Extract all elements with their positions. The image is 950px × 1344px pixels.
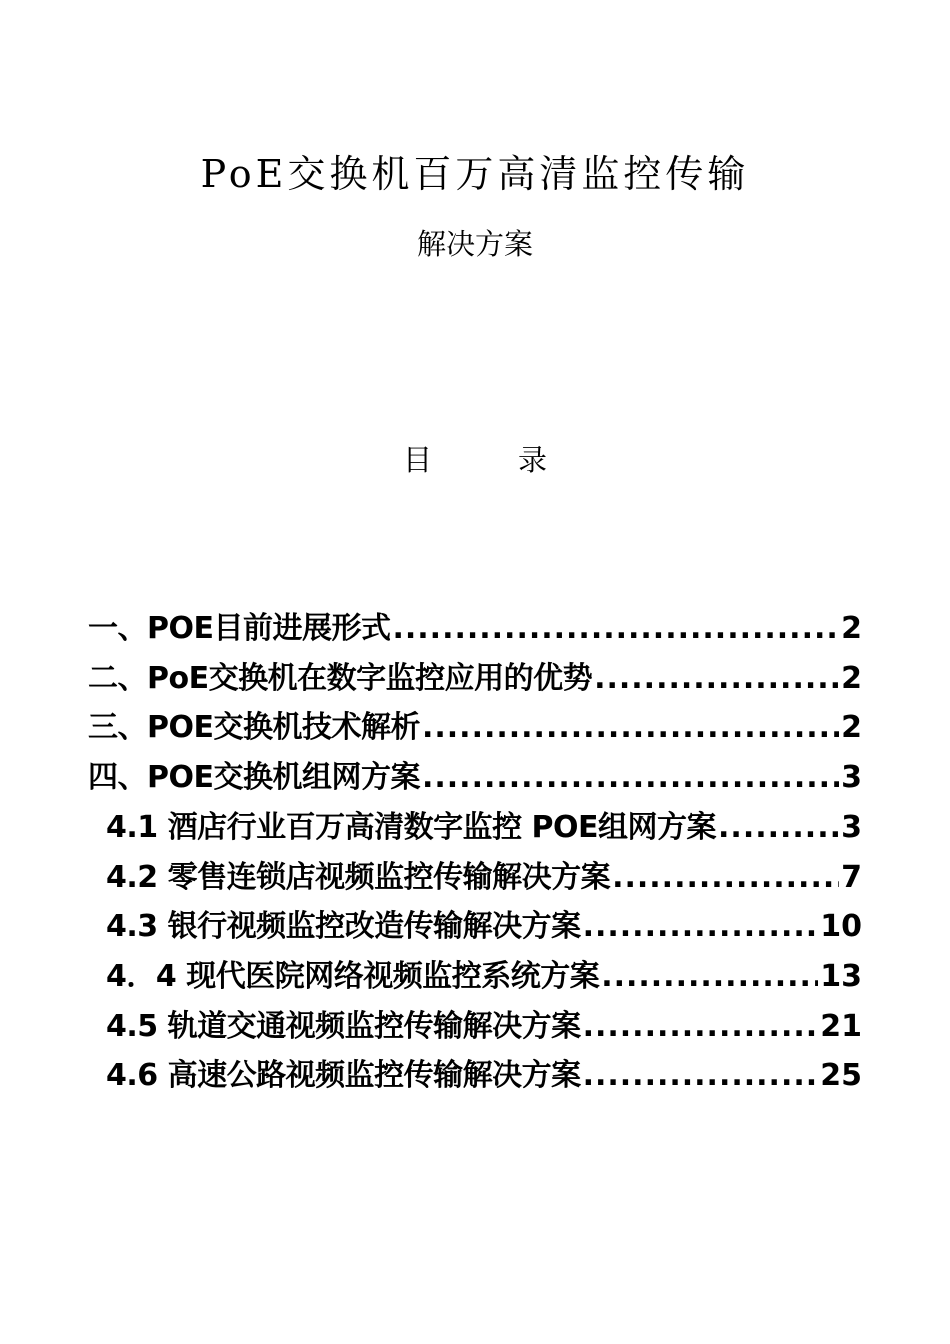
toc-subentry[interactable]: [88, 803, 862, 853]
toc-entry-text: 4．4 现代医院网络视频监控系统方案: [106, 958, 600, 994]
toc-entry-text: 四、POE交换机组网方案: [88, 760, 420, 796]
toc-leader-dots: [583, 1051, 819, 1101]
toc-entry[interactable]: [88, 604, 862, 654]
toc-entry-page: 21: [820, 1008, 862, 1044]
toc-heading: [0, 440, 950, 480]
toc-subentry[interactable]: [88, 902, 862, 952]
toc-leader-dots: [601, 952, 818, 1002]
toc-entry-text: 三、POE交换机技术解析: [88, 710, 420, 746]
toc-entry-page: 2: [841, 710, 862, 746]
toc-entry-page: 10: [820, 909, 862, 945]
toc-entry-page: 13: [820, 958, 862, 994]
document-title: PoE交换机百万高清监控传输: [200, 152, 750, 196]
toc-entry-page: 3: [841, 760, 862, 796]
toc-entry-page: 3: [841, 809, 862, 845]
toc-entry[interactable]: [88, 654, 862, 704]
toc-entry-page: 7: [841, 859, 862, 895]
toc-entry[interactable]: [88, 703, 862, 753]
toc-leader-dots: [392, 604, 839, 654]
toc-entry-text: 4.1 酒店行业百万高清数字监控 POE组网方案: [106, 809, 717, 845]
toc-entry-page: 25: [820, 1058, 862, 1094]
toc-leader-dots: [612, 853, 839, 903]
toc-entry[interactable]: [88, 753, 862, 803]
toc-entry-text: 二、PoE交换机在数字监控应用的优势: [88, 660, 593, 696]
toc-entry-text: 4.5 轨道交通视频监控传输解决方案: [106, 1008, 581, 1044]
toc-leader-dots: [718, 803, 839, 853]
toc-leader-dots: [594, 654, 839, 704]
toc-subentry[interactable]: [88, 952, 862, 1002]
toc-leader-dots: [422, 753, 839, 803]
toc-leader-dots: [422, 703, 839, 753]
toc-subentry[interactable]: [88, 853, 862, 903]
toc-entry-text: 4.2 零售连锁店视频监控传输解决方案: [106, 859, 611, 895]
toc-subentry[interactable]: [88, 1051, 862, 1101]
toc-subentry[interactable]: [88, 1002, 862, 1052]
toc-heading-left: 目: [402, 443, 432, 477]
toc-entry-text: 4.6 高速公路视频监控传输解决方案: [106, 1058, 581, 1094]
toc-entry-text: 一、POE目前进展形式: [88, 611, 391, 646]
toc-leader-dots: [583, 902, 819, 952]
toc-entry-text: 4.3 银行视频监控改造传输解决方案: [106, 909, 581, 945]
toc-heading-right: 录: [518, 443, 548, 477]
table-of-contents: [88, 604, 862, 1101]
toc-entry-page: 2: [841, 611, 862, 646]
toc-entry-page: 2: [841, 660, 862, 696]
document-subtitle: 解决方案: [416, 227, 533, 261]
toc-leader-dots: [583, 1002, 819, 1052]
